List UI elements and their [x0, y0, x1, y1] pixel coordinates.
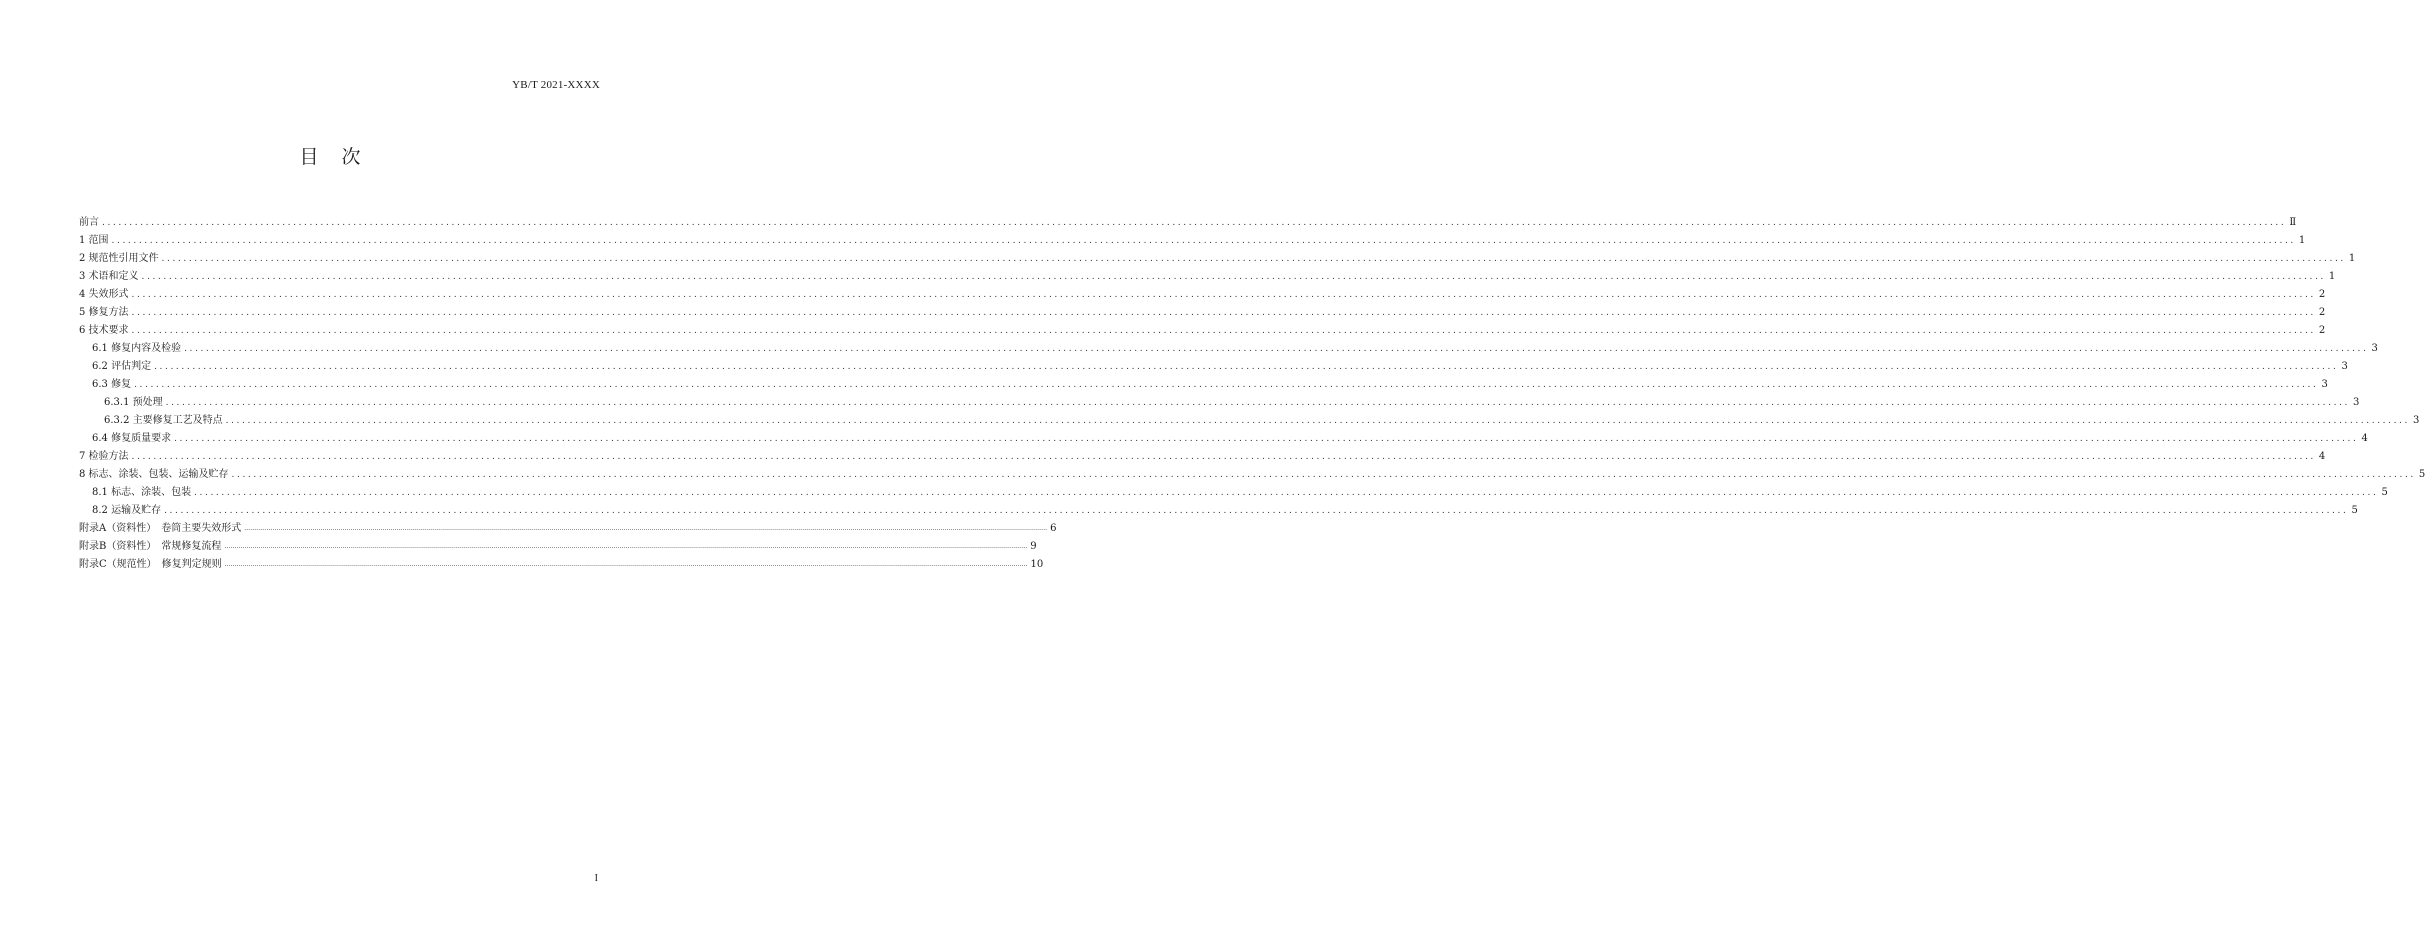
toc-entry-label: 前言 [79, 217, 99, 228]
toc-entry[interactable] [79, 266, 2336, 284]
toc-leader-dots: ................................................................................................................................................................................................................................................................................................................................................................................................................ [161, 254, 2346, 264]
toc-entry-page: 9 [1030, 541, 1037, 552]
page-number: I [594, 873, 598, 884]
toc-leader-dots: ................................................................................................................................................................................................................................................................................................................................................................................................................ [154, 362, 2339, 372]
toc-entry[interactable] [79, 446, 2326, 464]
toc-entry-appendix[interactable] [79, 518, 1057, 536]
toc-entry-label: 附录A（资料性） 卷筒主要失效形式 [79, 523, 242, 534]
toc-entry-page: 4 [2318, 451, 2326, 462]
toc-entry[interactable] [79, 428, 2368, 446]
toc-leader-dots: ................................................................................................................................................................................................................................................................................................................................................................................................................ [131, 452, 2316, 462]
toc-entry-page: 3 [2341, 361, 2348, 372]
toc-entry-label: 附录B（资料性） 常规修复流程 [79, 541, 222, 552]
toc-entry-page: 5 [2418, 469, 2425, 480]
toc-leader-dots: ................................................................................................................................................................................................................................................................................................................................................................................................................ [164, 506, 2349, 516]
toc-entry-page: 1 [2298, 235, 2306, 246]
toc-entry-label: 2 规范性引用文件 [79, 253, 159, 264]
toc-entry[interactable] [79, 374, 2328, 392]
toc-entry-label: 4 失效形式 [79, 289, 129, 300]
toc-entry-page: 5 [2351, 505, 2358, 516]
toc-entry-label: 6.3.2 主要修复工艺及特点 [104, 415, 223, 426]
toc-entry-page: 2 [2318, 307, 2326, 318]
toc-leader-dots: ................................................................................................................................................................................................................................................................................................................................................................................................................ [141, 272, 2326, 282]
toc-entry-page: 10 [1030, 559, 1044, 570]
toc-entry-label: 6.3 修复 [92, 379, 132, 390]
toc-entry-page: 3 [2371, 343, 2378, 354]
toc-leader-dots: ................................................................................................................................................................................................................................................................................................................................................................................................................ [102, 218, 2287, 228]
toc-entry[interactable] [79, 410, 2420, 428]
toc-entry[interactable] [79, 482, 2388, 500]
toc-entry[interactable] [79, 320, 2326, 338]
toc-entry-label: 6.3.1 预处理 [104, 397, 163, 408]
toc-leader-dots: ................................................................................................................................................................................................................................................................................................................................................................................................................ [184, 344, 2369, 354]
toc-entry-page: 1 [2348, 253, 2356, 264]
toc-leader-dots: ................................................................................................................................................................................................................................................................................................................................................................................................................ [165, 398, 2350, 408]
toc-entry[interactable] [79, 356, 2348, 374]
toc-entry-label: 5 修复方法 [79, 307, 129, 318]
toc-entry-label: 6.1 修复内容及检验 [92, 343, 182, 354]
document-code: YB/T 2021-XXXX [512, 79, 600, 91]
toc-leader-dots: ................................................................................................................................................................................................................................................................................................................................................................................................................ [224, 543, 1028, 550]
toc-entry-page: 1 [2328, 271, 2336, 282]
toc-leader-dots: ................................................................................................................................................................................................................................................................................................................................................................................................................ [224, 561, 1028, 568]
toc-entry[interactable] [79, 302, 2326, 320]
toc-entry-page: 2 [2318, 289, 2326, 300]
toc-entry[interactable] [79, 230, 2306, 248]
toc-entry[interactable] [79, 392, 2360, 410]
toc-entry-label: 3 术语和定义 [79, 271, 139, 282]
toc-entry-label: 附录C（规范性） 修复判定规则 [79, 559, 222, 570]
toc-leader-dots: ................................................................................................................................................................................................................................................................................................................................................................................................................ [174, 434, 2359, 444]
toc-entry-appendix[interactable] [79, 536, 1037, 554]
toc-entry[interactable] [79, 212, 2297, 230]
toc-entry-page: 3 [2352, 397, 2360, 408]
toc-entry-label: 7 检验方法 [79, 451, 129, 462]
toc-entry-page: 6 [1050, 523, 1057, 534]
toc-leader-dots: ................................................................................................................................................................................................................................................................................................................................................................................................................ [131, 326, 2316, 336]
toc-entry-label: 8.2 运输及贮存 [92, 505, 162, 516]
toc-entry-label: 6.4 修复质量要求 [92, 433, 172, 444]
toc-entry-label: 8 标志、涂装、包装、运输及贮存 [79, 469, 229, 480]
toc-entry-label: 6 技术要求 [79, 325, 129, 336]
toc-entry[interactable] [79, 500, 2358, 518]
toc-entry-label: 8.1 标志、涂装、包装 [92, 487, 192, 498]
toc-entry-page: 5 [2381, 487, 2388, 498]
toc-entry-page: 3 [2412, 415, 2420, 426]
toc-entry[interactable] [79, 464, 2425, 482]
toc-leader-dots: ................................................................................................................................................................................................................................................................................................................................................................................................................ [111, 236, 2296, 246]
toc-leader-dots: ................................................................................................................................................................................................................................................................................................................................................................................................................ [231, 470, 2416, 480]
table-of-contents [79, 212, 2425, 572]
toc-leader-dots: ................................................................................................................................................................................................................................................................................................................................................................................................................ [134, 380, 2319, 390]
toc-entry-page: 4 [2361, 433, 2368, 444]
toc-leader-dots: ................................................................................................................................................................................................................................................................................................................................................................................................................ [194, 488, 2379, 498]
toc-entry-page: Ⅱ [2289, 217, 2297, 228]
toc-entry[interactable] [79, 248, 2356, 266]
toc-leader-dots: ................................................................................................................................................................................................................................................................................................................................................................................................................ [131, 290, 2316, 300]
toc-leader-dots: ................................................................................................................................................................................................................................................................................................................................................................................................................ [131, 308, 2316, 318]
toc-leader-dots: ................................................................................................................................................................................................................................................................................................................................................................................................................ [244, 525, 1048, 532]
toc-entry-appendix[interactable] [79, 554, 1044, 572]
toc-entry-label: 6.2 评估判定 [92, 361, 152, 372]
toc-leader-dots: ................................................................................................................................................................................................................................................................................................................................................................................................................ [225, 416, 2410, 426]
toc-entry-page: 2 [2318, 325, 2326, 336]
toc-entry-label: 1 范围 [79, 235, 109, 246]
toc-entry-page: 3 [2321, 379, 2328, 390]
toc-entry[interactable] [79, 284, 2326, 302]
toc-entry[interactable] [79, 338, 2378, 356]
page-title: 目 次 [299, 146, 363, 168]
